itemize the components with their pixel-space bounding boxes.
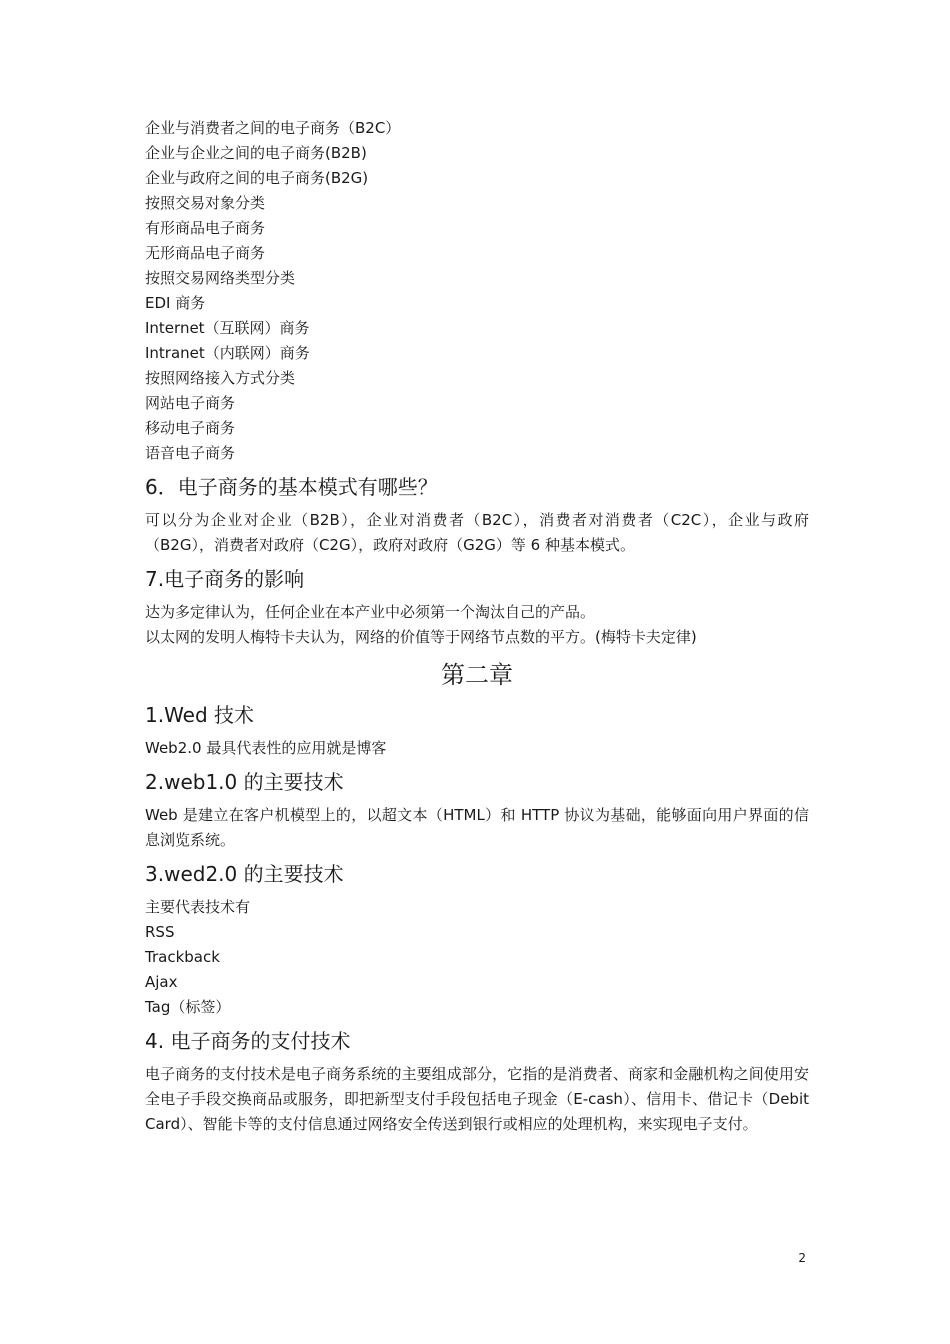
list-item: 语音电子商务 xyxy=(145,444,236,462)
list-item: EDI 商务 xyxy=(145,294,206,312)
list-item: Intranet（内联网）商务 xyxy=(145,344,310,362)
page-number: 2 xyxy=(798,1251,806,1265)
section-heading-q7: 7.电子商务的影响 xyxy=(145,567,305,591)
list-item: Trackback xyxy=(145,948,220,966)
page-content xyxy=(145,116,809,1137)
list-item: Ajax xyxy=(145,973,178,991)
chapter-title: 第二章 xyxy=(441,661,513,689)
list-item: 有形商品电子商务 xyxy=(145,219,266,237)
section-heading-payment: 4. 电子商务的支付技术 xyxy=(145,1029,351,1053)
list-item: RSS xyxy=(145,923,175,941)
section-heading-web-tech: 1.Wed 技术 xyxy=(145,703,255,727)
paragraph-line: 达为多定律认为，任何企业在本产业中必须第一个淘汰自己的产品。 xyxy=(145,603,596,621)
list-item: 网站电子商务 xyxy=(145,394,236,412)
list-item: 移动电子商务 xyxy=(145,419,236,437)
section-heading-web2: 3.wed2.0 的主要技术 xyxy=(145,862,344,886)
list-item: 企业与企业之间的电子商务(B2B) xyxy=(145,144,367,162)
list-item: 企业与消费者之间的电子商务（B2C） xyxy=(145,119,401,137)
list-item: Internet（互联网）商务 xyxy=(145,319,310,337)
section-heading-q6: 6．电子商务的基本模式有哪些？ xyxy=(145,475,438,499)
list-item: 主要代表技术有 xyxy=(145,898,251,916)
list-item: 无形商品电子商务 xyxy=(145,244,266,262)
section-body-web-tech: Web2.0 最具代表性的应用就是博客 xyxy=(145,739,387,757)
list-item: 企业与政府之间的电子商务(B2G) xyxy=(145,169,369,187)
list-item: 按照交易对象分类 xyxy=(145,194,266,212)
list-item: 按照交易网络类型分类 xyxy=(145,269,296,287)
list-item: Tag（标签） xyxy=(145,998,231,1016)
section-body-payment: 电子商务的支付技术是电子商务系统的主要组成部分，它指的是消费者、商家和金融机构之间使用安全电子手段交换商品或服务，即把新型支付手段包括电子现金（E-cash）、信用卡、借记卡（Debit Card）、智能卡等的支付信息通过网络安全传送到银行或相应的处理机构，来实现电子支付。 xyxy=(145,1065,809,1133)
section-body-web1: Web 是建立在客户机模型上的，以超文本（HTML）和 HTTP 协议为基础，能够面向用户界面的信息浏览系统。 xyxy=(145,806,809,849)
section-body-q6: 可以分为企业对企业（B2B），企业对消费者（B2C），消费者对消费者（C2C），企业与政府（B2G），消费者对政府（C2G），政府对政府（G2G）等 6 种基本模式。 xyxy=(145,511,809,554)
section-heading-web1: 2.web1.0 的主要技术 xyxy=(145,770,344,794)
list-item: 按照网络接入方式分类 xyxy=(145,369,296,387)
paragraph-line: 以太网的发明人梅特卡夫认为，网络的价值等于网络节点数的平方。(梅特卡夫定律) xyxy=(145,628,697,646)
classification-list xyxy=(145,116,809,466)
